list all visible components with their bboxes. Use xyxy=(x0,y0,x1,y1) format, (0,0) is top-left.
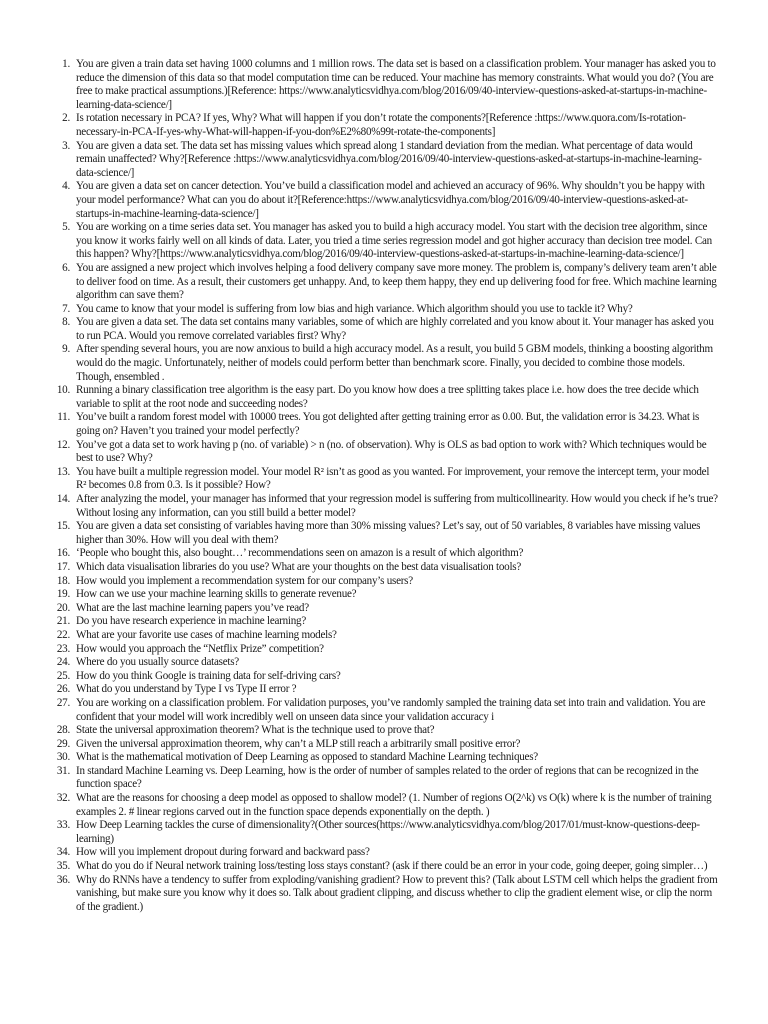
question-item xyxy=(50,180,720,221)
question-text: Which data visualisation libraries do you use? What are your thoughts on the best data visualisation tools? xyxy=(76,560,522,573)
question-item xyxy=(50,643,720,657)
question-item xyxy=(50,439,720,466)
question-number: 17. xyxy=(56,560,70,573)
question-item xyxy=(50,221,720,262)
question-number: 24. xyxy=(56,656,70,669)
question-number: 14. xyxy=(56,493,70,505)
question-number: 18. xyxy=(56,574,70,587)
question-number: 4. xyxy=(62,180,70,193)
question-number: 8. xyxy=(62,316,70,329)
question-text: How would you implement a recommendation system for our company’s users? xyxy=(76,574,413,587)
question-number: 21. xyxy=(56,615,70,628)
question-text: You are given a train data set having 1000 columns and 1 million rows. The data set is based on a classification problem. Your manager has asked you to reduce the dimension of this data so that model computation time can be reduced. Your machine has memory constraints. What would you do? (You are free to make practical assumptions.)[Reference: https://www.analyticsvidhya.com/blog/2016/09/40-interview-questions-asked-at-startups-in-machine-learning-data-science/] xyxy=(76,58,716,111)
question-number: 16. xyxy=(56,547,70,560)
question-item xyxy=(50,466,720,493)
question-text: You have built a multiple regression model. Your model R² isn’t as good as you wanted. For improvement, your remove the intercept term, your model R² becomes 0.8 from 0.3. Is it possible? How? xyxy=(76,465,710,492)
question-number: 9. xyxy=(62,343,70,356)
question-list xyxy=(50,58,720,914)
question-number: 32. xyxy=(56,792,70,805)
question-text: What do you do if Neural network training loss/testing loss stays constant? (ask if there could be an error in your code, going deeper, going simpler…) xyxy=(76,860,708,873)
question-text: You are working on a time series data set. You manager has asked you to build a high accuracy model. You start with the decision tree algorithm, since you know it works fairly well on all kinds of data. Later, you tried a time series regression model and got higher accuracy than decision tree model. Can this happen? Why?[https://www.analyticsvidhya.com/blog/2016/09/40-interview-questions-asked-at-startups-in-machine-learning-data-science/] xyxy=(76,221,712,261)
question-text: In standard Machine Learning vs. Deep Learning, how is the order of number of samples related to the order of regions that can be recognized in the function space? xyxy=(76,764,699,791)
question-item xyxy=(50,112,720,139)
question-text: You are given a data set. The data set has missing values which spread along 1 standard deviation from the median. What percentage of data would remain unaffected? Why?[Reference :https://www.analyticsvidhya.com/blog/2016/09/40-interview-questions-asked-at-startups-in-machine-learning-data-science/] xyxy=(76,139,702,179)
question-number: 5. xyxy=(62,221,70,234)
question-text: State the universal approximation theorem? What is the technique used to prove that? xyxy=(76,724,435,737)
question-text: After analyzing the model, your manager has informed that your regression model is suffering from multicollinearity. How would you check if he’s true? Without losing any information, can you still build a better model? xyxy=(76,493,718,519)
question-text: You are working on a classification problem. For validation purposes, you’ve randomly sampled the training data set into train and validation. You are confident that your model will work incredibly well on unseen data since your validation accuracy i xyxy=(76,696,706,723)
question-text: You are given a data set consisting of variables having more than 30% missing values? Let’s say, out of 50 variables, 8 variables have missing values higher than 30%. How will you deal with them? xyxy=(76,520,701,546)
question-text: Why do RNNs have a tendency to suffer from exploding/vanishing gradient? How to prevent this? (Talk about LSTM cell which helps the gradient from vanishing, but make sure you know why it does so. Talk about gradient clipping, and discuss whether to clip the gradient element wise, or clip the norm of the gradient.) xyxy=(76,873,718,913)
question-item xyxy=(50,262,720,303)
question-text: You are given a data set. The data set contains many variables, some of which are highly correlated and you know about it. Your manager has asked you to run PCA. Would you remove correlated variables first? Why? xyxy=(76,316,714,342)
question-item xyxy=(50,493,720,520)
question-number: 23. xyxy=(56,642,70,655)
question-item xyxy=(50,520,720,547)
question-text: You are assigned a new project which involves helping a food delivery company save more money. The problem is, company’s delivery team aren’t able to deliver food on time. As a result, their customers get unhappy. And, to keep them happy, they end up delivering food for free. Which machine learning algorithm can save them? xyxy=(76,261,717,302)
question-text: You’ve built a random forest model with 10000 trees. You got delighted after getting training error as 0.00. But, the validation error is 34.23. What is going on? Haven’t you trained your model perfectly? xyxy=(76,411,700,438)
question-text: Where do you usually source datasets? xyxy=(76,656,239,669)
question-text: What are your favorite use cases of machine learning models? xyxy=(76,628,337,641)
question-item xyxy=(50,58,720,112)
question-item xyxy=(50,303,720,317)
question-number: 27. xyxy=(56,696,70,709)
question-text: What is the mathematical motivation of Deep Learning as opposed to standard Machine Learning techniques? xyxy=(76,751,538,764)
question-text: Do you have research experience in machine learning? xyxy=(76,615,307,628)
question-item xyxy=(50,860,720,874)
question-item xyxy=(50,724,720,738)
question-item xyxy=(50,575,720,589)
question-item xyxy=(50,547,720,561)
question-number: 10. xyxy=(56,384,70,397)
question-number: 15. xyxy=(56,520,70,533)
question-item xyxy=(50,656,720,670)
question-number: 34. xyxy=(56,846,70,859)
question-item xyxy=(50,819,720,846)
question-item xyxy=(50,697,720,724)
question-item xyxy=(50,683,720,697)
question-number: 7. xyxy=(62,302,70,315)
question-item xyxy=(50,751,720,765)
question-item xyxy=(50,846,720,860)
question-number: 29. xyxy=(56,737,70,750)
question-number: 36. xyxy=(56,873,70,886)
question-number: 28. xyxy=(56,724,70,737)
question-number: 2. xyxy=(62,112,70,125)
question-text: Given the universal approximation theorem, why can’t a MLP still reach a arbitrarily small positive error? xyxy=(76,737,521,750)
question-text: ‘People who bought this, also bought…’ recommendations seen on amazon is a result of which algorithm? xyxy=(76,547,524,560)
question-item xyxy=(50,874,720,915)
question-number: 33. xyxy=(56,819,70,832)
question-text: You’ve got a data set to work having p (no. of variable) > n (no. of observation). Why is OLS as bad option to work with? Which techniques would be best to use? Why? xyxy=(76,438,707,465)
question-number: 35. xyxy=(56,860,70,873)
question-number: 26. xyxy=(56,683,70,696)
question-item xyxy=(50,343,720,384)
question-item xyxy=(50,140,720,181)
question-text: How Deep Learning tackles the curse of dimensionality?(Other sources(https://www.analyticsvidhya.com/blog/2017/01/must-know-questions-deep-learning) xyxy=(76,819,700,845)
question-number: 6. xyxy=(62,261,70,274)
question-item xyxy=(50,588,720,602)
question-text: How do you think Google is training data for self-driving cars? xyxy=(76,669,341,682)
question-number: 25. xyxy=(56,669,70,682)
question-number: 20. xyxy=(56,601,70,614)
question-item xyxy=(50,384,720,411)
question-text: How can we use your machine learning skills to generate revenue? xyxy=(76,588,357,601)
question-text: How will you implement dropout during forward and backward pass? xyxy=(76,846,370,859)
question-text: You are given a data set on cancer detection. You’ve build a classification model and achieved an accuracy of 96%. Why shouldn’t you be happy with your model performance? What can you do about it?[Reference:https://www.analyticsvidhya.com/blog/2016/09/40-interview-questions-asked-at-startups-in-machine-learning-data-science/] xyxy=(76,180,705,220)
question-item xyxy=(50,602,720,616)
question-item xyxy=(50,411,720,438)
question-text: How would you approach the “Netflix Prize” competition? xyxy=(76,642,324,655)
question-text: What are the last machine learning papers you’ve read? xyxy=(76,601,309,614)
question-text: You came to know that your model is suffering from low bias and high variance. Which algorithm should you use to tackle it? Why? xyxy=(76,302,633,315)
question-text: Running a binary classification tree algorithm is the easy part. Do you know how does a tree splitting takes place i.e. how does the tree decide which variable to split at the root node and succeeding nodes? xyxy=(76,384,699,410)
question-text: What are the reasons for choosing a deep model as opposed to shallow model? (1. Number of regions O(2^k) vs O(k) where k is the number of training examples 2. # linear regions carved out in the function space depends exponentially on the depth. ) xyxy=(76,792,712,818)
question-number: 31. xyxy=(56,764,70,777)
question-item xyxy=(50,670,720,684)
question-number: 13. xyxy=(56,465,70,478)
question-item xyxy=(50,561,720,575)
question-number: 30. xyxy=(56,751,70,764)
question-item xyxy=(50,738,720,752)
question-text: What do you understand by Type I vs Type II error ? xyxy=(76,683,297,696)
question-number: 1. xyxy=(62,58,70,70)
question-item xyxy=(50,615,720,629)
question-number: 22. xyxy=(56,628,70,641)
question-number: 3. xyxy=(62,139,70,152)
question-number: 12. xyxy=(56,438,70,451)
question-text: After spending several hours, you are now anxious to build a high accuracy model. As a result, you build 5 GBM models, thinking a boosting algorithm would do the magic. Unfortunately, neither of models could perform better than benchmark score. Finally, you decided to combine those models. Though, ensembled . xyxy=(76,343,713,383)
question-item xyxy=(50,765,720,792)
question-item xyxy=(50,316,720,343)
question-number: 19. xyxy=(56,588,70,601)
question-item xyxy=(50,792,720,819)
question-text: Is rotation necessary in PCA? If yes, Why? What will happen if you don’t rotate the components?[Reference :https://www.quora.com/Is-rotation-necessary-in-PCA-If-yes-why-What-will-happen-if-you-don%E2%80%99t-rotate-the-components] xyxy=(76,112,686,138)
question-item xyxy=(50,629,720,643)
question-number: 11. xyxy=(57,411,70,424)
